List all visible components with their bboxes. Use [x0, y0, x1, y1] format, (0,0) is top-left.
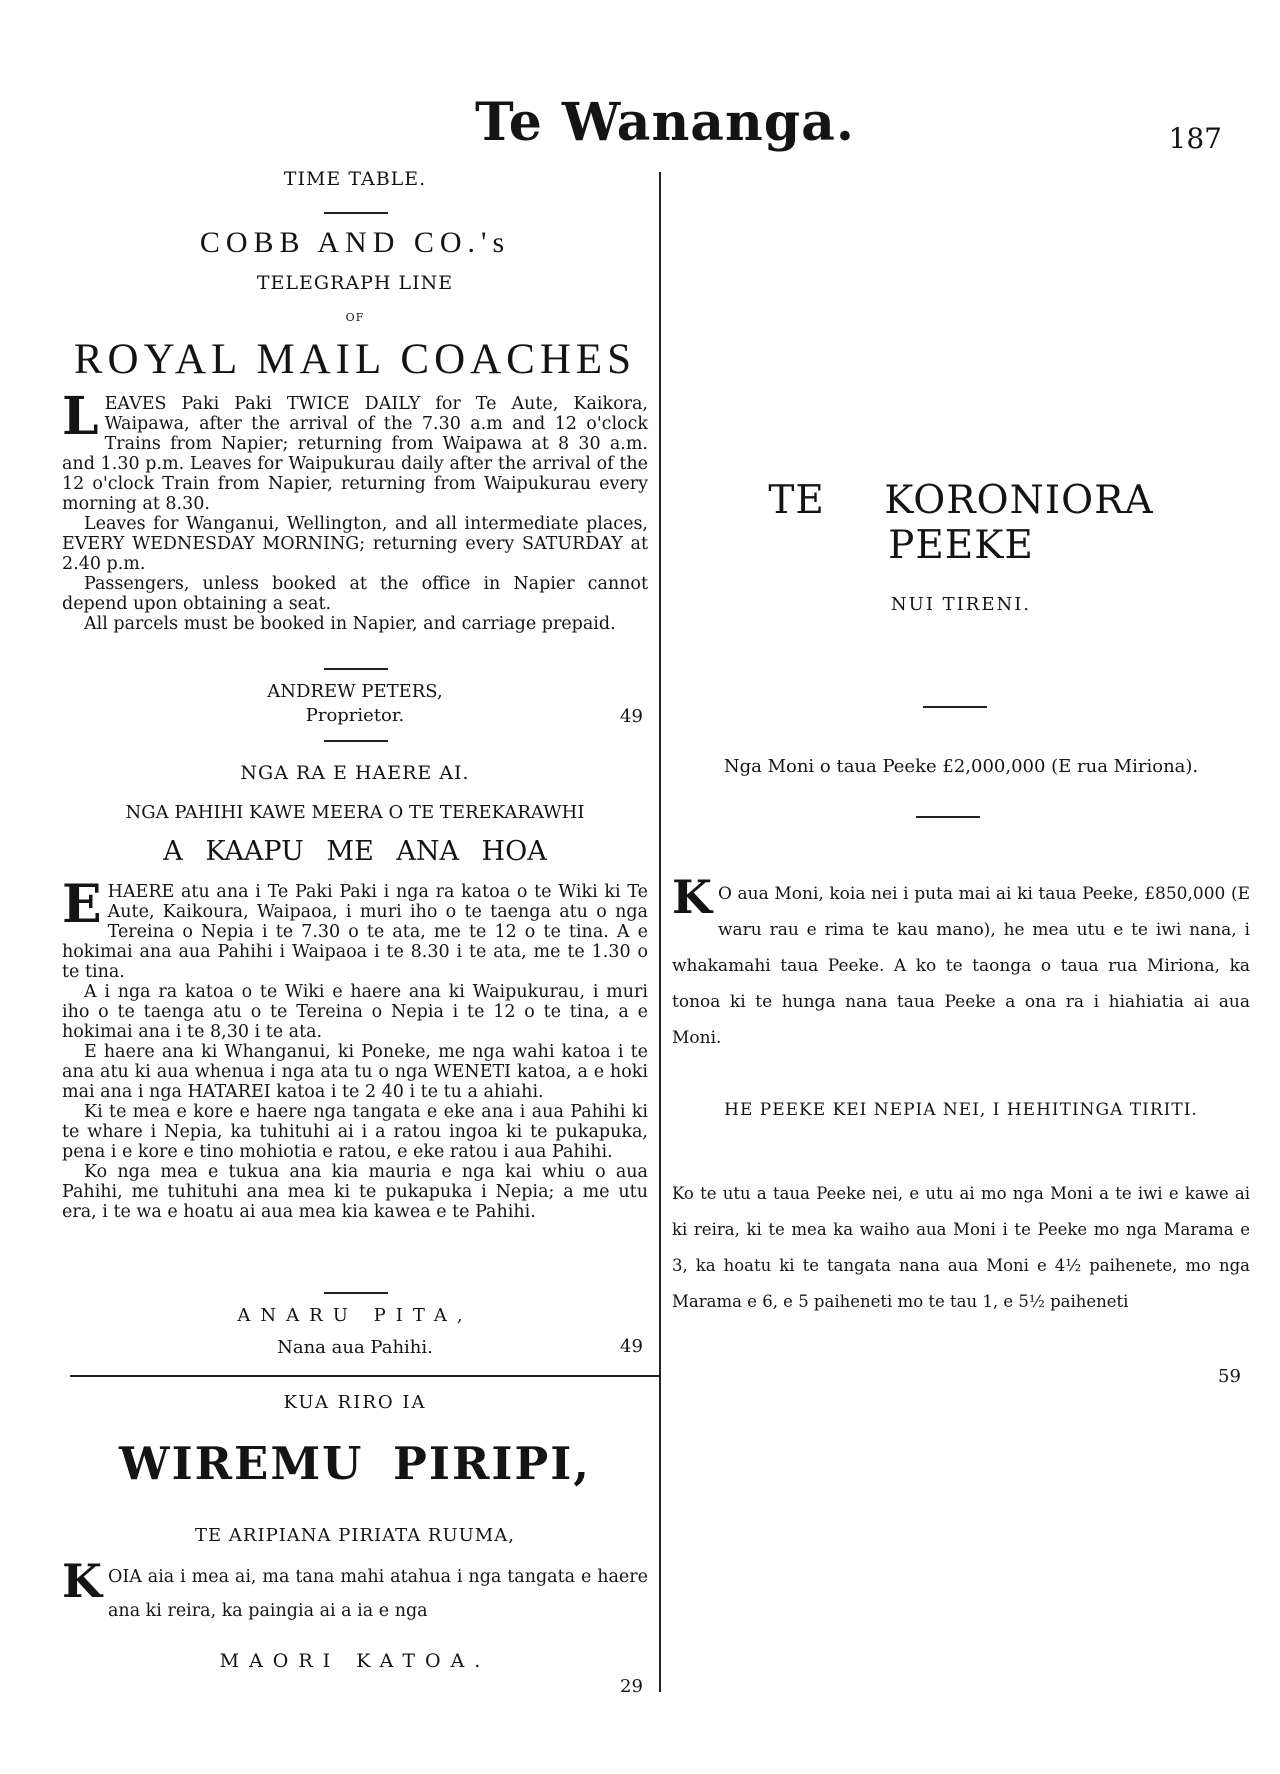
ad-number: 49 [620, 1336, 643, 1357]
divider [324, 740, 388, 742]
wiremu-intro: KUA RIRO IA [283, 1392, 427, 1413]
timetable-of: OF [345, 311, 365, 324]
dropcap: E [62, 874, 102, 935]
bank-paragraph: O aua Moni, koia nei i puta mai ai ki taua Peeke, £850,000 (E waru rau e rima te kau mano), he mea utu e te iwi nana, i whakamahi taua Peeke. A ko te taonga o taua rua Miriona, ka tonoa ki te hunga nana taua Peeke a ona ra i hiahiatia ai aua Moni. [672, 884, 1250, 1048]
divider [916, 816, 980, 818]
dropcap: K [62, 1554, 102, 1608]
wiremu-name: WIREMU PIRIPI, [119, 1437, 591, 1490]
dropcap: L [62, 386, 99, 447]
timetable-subtitle: TELEGRAPH LINE [256, 272, 454, 294]
coach-title: A KAAPU ME ANA HOA [163, 836, 547, 867]
coach-subheading: NGA PAHIHI KAWE MEERA O TE TEREKARAWHI [125, 802, 585, 823]
coach-body [62, 874, 648, 1222]
divider [324, 212, 388, 214]
timetable-paragraph: All parcels must be booked in Napier, and carriage prepaid. [84, 614, 616, 634]
wiremu-paragraph: OIA aia i mea ai, ma tana mahi atahua i nga tangata e haere ana ki reira, ka paingia ai a ia e nga [107, 1567, 648, 1621]
bank-capital: Nga Moni o taua Peeke £2,000,000 (E rua Miriona). [723, 756, 1199, 777]
signature-name: ANARU PITA, [237, 1305, 473, 1326]
column-divider [659, 172, 661, 1692]
timetable-paragraph: Passengers, unless booked at the office in Napier cannot depend upon obtaining a seat. [62, 574, 648, 614]
timetable-paragraph: Leaves for Wanganui, Wellington, and all intermediate places, EVERY WEDNESDAY MORNING; returning every SATURDAY at 2.40 p.m. [62, 514, 648, 574]
timetable-body [62, 386, 648, 634]
coach-paragraph: A i nga ra katoa o te Wiki e haere ana ki Waipukurau, i muri iho o te taenga atu o te Tereina o Nepia i te 12 o te tina, a e hokimai ana i te 8,30 i te ata. [62, 982, 648, 1042]
dropcap: K [672, 870, 712, 924]
wiremu-role: TE ARIPIANA PIRIATA RUUMA, [195, 1525, 515, 1546]
coach-paragraph: E haere ana ki Whanganui, ki Poneke, me nga wahi katoa i te ana atu ki aua whenua i nga ata tu o nga WENETI katoa, a e hoki mai ana i nga HATAREI katoa i te 2 40 i te tu a ahiahi. [62, 1042, 648, 1102]
ad-number: 49 [620, 706, 643, 727]
wiremu-closing: MAORI KATOA. [219, 1650, 491, 1672]
bank-body [672, 870, 1250, 1056]
wiremu-body [62, 1554, 648, 1628]
ad-number: 59 [1218, 1366, 1241, 1387]
signature-role: Nana aua Pahihi. [277, 1337, 433, 1358]
coach-heading: NGA RA E HAERE AI. [240, 762, 470, 784]
company-name: COBB AND CO.'s [199, 226, 511, 259]
page-number: 187 [1168, 122, 1222, 155]
divider [324, 668, 388, 670]
timetable-heading: TIME TABLE. [283, 168, 427, 190]
bank-title: TE KORONIORA PEEKE [768, 478, 1154, 568]
ad-number: 29 [620, 1676, 643, 1697]
coach-paragraph: Ki te mea e kore e haere nga tangata e eke ana i aua Pahihi ki te whare i Nepia, ka tuhituhi ai i a ratou ingoa ki te pukapuka, pena i e kore e tino mohiotia e ratou, e eke ratou i aua Pahihi. [62, 1102, 648, 1162]
signature-name: ANDREW PETERS, [267, 681, 443, 702]
branch-heading: HE PEEKE KEI NEPIA NEI, I HEHITINGA TIRITI. [724, 1100, 1198, 1120]
divider [324, 1292, 388, 1294]
masthead-title: Te Wananga. [475, 92, 855, 153]
signature-role: Proprietor. [305, 705, 405, 726]
timetable-title: ROYAL MAIL COACHES [73, 336, 637, 383]
coach-paragraph: Ko nga mea e tukua ana kia mauria e nga kai whiu o aua Pahihi, me tuhituhi ana mea ki te pukapuka i Nepia; a me utu era, i te wa e hoatu ai aua mea kia kawea e te Pahihi. [62, 1162, 648, 1222]
divider [923, 706, 987, 708]
bank-subtitle: NUI TIRENI. [890, 594, 1032, 615]
branch-body: Ko te utu a taua Peeke nei, e utu ai mo nga Moni a te iwi e kawe ai ki reira, ki te mea ka waiho aua Moni i te Peeke mo nga Marama e 3, ka hoatu ki te tangata nana aua Moni e 4½ paihenete, mo nga Marama e 6, e 5 paiheneti mo te tau 1, e 5½ paiheneti [672, 1184, 1250, 1311]
coach-paragraph: HAERE atu ana i Te Paki Paki i nga ra katoa o te Wiki ki Te Aute, Kaikoura, Waipaoa, i muri iho o te taenga atu o nga Tereina o Nepia i te 7.30 o te ata, me te 12 o te tina. A e hokimai ana aua Pahihi i Waipaoa i te 8.30 i te ata, me te 1.30 o te tina. [62, 882, 648, 982]
timetable-paragraph: EAVES Paki Paki TWICE DAILY for Te Aute, Kaikora, Waipawa, after the arrival of the 7.30 a.m and 12 o'clock Trains from Napier; returning from Waipawa at 8 30 a.m. and 1.30 p.m. Leaves for Waipukurau daily after the arrival of the 12 o'clock Train from Napier, returning from Waipukurau every morning at 8.30. [62, 394, 648, 514]
section-rule [70, 1375, 660, 1377]
